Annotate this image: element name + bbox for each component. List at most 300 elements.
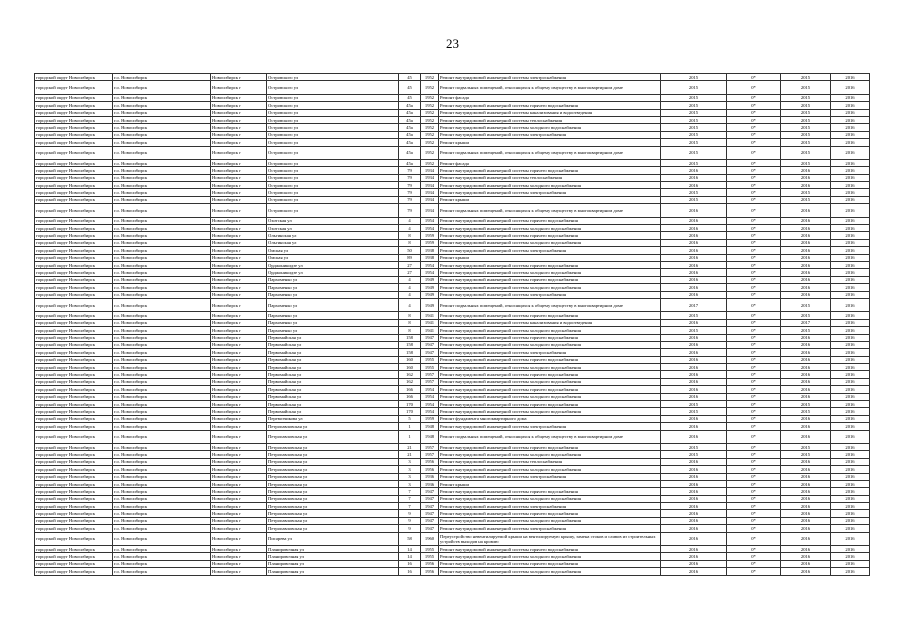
start-year-cell: 2015 [781, 443, 831, 450]
table-row [35, 116, 870, 123]
start-year-cell: 2016 [781, 532, 831, 545]
house-number-cell: 27 [399, 269, 421, 276]
municipal-district-cell: городской округ Новосибирск [35, 341, 113, 348]
street-cell: Островского ул [267, 74, 399, 81]
plan-year-cell: 2016 [661, 182, 727, 189]
plan-year-cell: 2015 [661, 451, 727, 458]
locality-cell: Новосибирск г [211, 124, 267, 131]
table-row [35, 239, 870, 246]
plan-year-cell: 2016 [661, 458, 727, 465]
house-number-cell: 58 [399, 532, 421, 545]
end-year-cell: 2016 [831, 225, 870, 232]
plan-year-cell: 2016 [661, 269, 727, 276]
locality-cell: Новосибирск г [211, 298, 267, 311]
plan-year-cell: 2016 [661, 378, 727, 385]
locality-cell: Новосибирск г [211, 291, 267, 298]
table-row [35, 276, 870, 283]
work-type-cell: Ремонт внутридомовой инженерной системы горячего водоснабжения [439, 217, 661, 224]
build-year-cell: 1954 [421, 269, 439, 276]
settlement-cell: г.о. Новосибирск [113, 423, 211, 430]
plan-year-cell: 2016 [661, 225, 727, 232]
build-year-cell: 1954 [421, 225, 439, 232]
settlement-cell: г.о. Новосибирск [113, 261, 211, 268]
percent-cell: 0* [727, 116, 781, 123]
work-type-cell: Ремонт фундамента многоквартирного дома [439, 415, 661, 422]
build-year-cell: 1938 [421, 247, 439, 254]
percent-cell: 0* [727, 196, 781, 203]
percent-cell: 0* [727, 415, 781, 422]
street-cell: Орджоникидзе ул [267, 261, 399, 268]
house-number-cell: 8 [399, 232, 421, 239]
work-type-cell: Ремонт внутридомовой инженерной системы электроснабжения [439, 247, 661, 254]
start-year-cell: 2015 [781, 408, 831, 415]
build-year-cell: 1957 [421, 378, 439, 385]
work-type-cell: Ремонт внутридомовой инженерной системы электроснабжения [439, 291, 661, 298]
locality-cell: Новосибирск г [211, 334, 267, 341]
end-year-cell: 2016 [831, 81, 870, 94]
house-number-cell: 50 [399, 247, 421, 254]
street-cell: Первомайская ул [267, 341, 399, 348]
start-year-cell: 2016 [781, 356, 831, 363]
street-cell: Охотская ул [267, 217, 399, 224]
start-year-cell: 2015 [781, 327, 831, 334]
percent-cell: 0* [727, 109, 781, 116]
house-number-cell: 1 [399, 430, 421, 443]
end-year-cell: 2016 [831, 503, 870, 510]
settlement-cell: г.о. Новосибирск [113, 146, 211, 159]
build-year-cell: 1952 [421, 102, 439, 109]
locality-cell: Новосибирск г [211, 415, 267, 422]
build-year-cell: 1955 [421, 364, 439, 371]
work-type-cell: Ремонт внутридомовой инженерной системы холодного водоснабжения [439, 225, 661, 232]
build-year-cell: 1952 [421, 146, 439, 159]
house-number-cell: 7 [399, 495, 421, 502]
locality-cell: Новосибирск г [211, 217, 267, 224]
locality-cell: Новосибирск г [211, 312, 267, 319]
plan-year-cell: 2015 [661, 81, 727, 94]
settlement-cell: г.о. Новосибирск [113, 116, 211, 123]
plan-year-cell: 2015 [661, 159, 727, 166]
municipal-district-cell: городской округ Новосибирск [35, 159, 113, 166]
street-cell: Охотская ул [267, 225, 399, 232]
house-number-cell: 45а [399, 139, 421, 146]
build-year-cell: 1954 [421, 386, 439, 393]
build-year-cell: 1952 [421, 74, 439, 81]
work-type-cell: Ремонт внутридомовой инженерной системы горячего водоснабжения [439, 261, 661, 268]
plan-year-cell: 2016 [661, 517, 727, 524]
table-body [35, 74, 870, 576]
end-year-cell: 2016 [831, 356, 870, 363]
percent-cell: 0* [727, 139, 781, 146]
settlement-cell: г.о. Новосибирск [113, 334, 211, 341]
table-row [35, 525, 870, 532]
settlement-cell: г.о. Новосибирск [113, 254, 211, 261]
locality-cell: Новосибирск г [211, 94, 267, 101]
municipal-district-cell: городской округ Новосибирск [35, 109, 113, 116]
house-number-cell: 45 [399, 74, 421, 81]
street-cell: Островского ул [267, 196, 399, 203]
house-number-cell: 158 [399, 349, 421, 356]
settlement-cell: г.о. Новосибирск [113, 319, 211, 326]
plan-year-cell: 2016 [661, 480, 727, 487]
start-year-cell: 2015 [781, 401, 831, 408]
settlement-cell: г.о. Новосибирск [113, 276, 211, 283]
build-year-cell: 1938 [421, 254, 439, 261]
work-type-cell: Ремонт крыши [439, 139, 661, 146]
municipal-district-cell: городской округ Новосибирск [35, 116, 113, 123]
build-year-cell: 1934 [421, 189, 439, 196]
settlement-cell: г.о. Новосибирск [113, 124, 211, 131]
street-cell: Островского ул [267, 131, 399, 138]
municipal-district-cell: городской округ Новосибирск [35, 371, 113, 378]
table-row [35, 349, 870, 356]
settlement-cell: г.о. Новосибирск [113, 364, 211, 371]
build-year-cell: 1948 [421, 430, 439, 443]
locality-cell: Новосибирск г [211, 451, 267, 458]
end-year-cell: 2016 [831, 408, 870, 415]
settlement-cell: г.о. Новосибирск [113, 525, 211, 532]
settlement-cell: г.о. Новосибирск [113, 451, 211, 458]
plan-year-cell: 2016 [661, 553, 727, 560]
plan-year-cell: 2016 [661, 466, 727, 473]
plan-year-cell: 2016 [661, 503, 727, 510]
locality-cell: Новосибирск г [211, 371, 267, 378]
plan-year-cell: 2016 [661, 239, 727, 246]
work-type-cell: Ремонт внутридомовой инженерной системы холодного водоснабжения [439, 364, 661, 371]
settlement-cell: г.о. Новосибирск [113, 495, 211, 502]
locality-cell: Новосибирск г [211, 408, 267, 415]
house-number-cell: 45а [399, 109, 421, 116]
house-number-cell: 3 [399, 473, 421, 480]
street-cell: Планировочная ул [267, 560, 399, 567]
settlement-cell: г.о. Новосибирск [113, 393, 211, 400]
end-year-cell: 2016 [831, 364, 870, 371]
start-year-cell: 2016 [781, 560, 831, 567]
percent-cell: 0* [727, 312, 781, 319]
end-year-cell: 2016 [831, 217, 870, 224]
settlement-cell: г.о. Новосибирск [113, 341, 211, 348]
street-cell: Петропавловская ул [267, 480, 399, 487]
work-type-cell: Ремонт внутридомовой инженерной системы электроснабжения [439, 74, 661, 81]
build-year-cell: 1949 [421, 298, 439, 311]
table-row [35, 247, 870, 254]
build-year-cell: 1956 [421, 568, 439, 575]
street-cell: Петропавловская ул [267, 503, 399, 510]
end-year-cell: 2016 [831, 466, 870, 473]
municipal-district-cell: городской округ Новосибирск [35, 473, 113, 480]
table-row [35, 495, 870, 502]
work-type-cell: Ремонт внутридомовой инженерной системы электроснабжения [439, 503, 661, 510]
table-row [35, 269, 870, 276]
municipal-district-cell: городской округ Новосибирск [35, 480, 113, 487]
work-type-cell: Ремонт крыши [439, 254, 661, 261]
start-year-cell: 2015 [781, 74, 831, 81]
street-cell: Петропавловская ул [267, 510, 399, 517]
table-row [35, 401, 870, 408]
table-row [35, 81, 870, 94]
municipal-district-cell: городской округ Новосибирск [35, 189, 113, 196]
table-row [35, 327, 870, 334]
locality-cell: Новосибирск г [211, 196, 267, 203]
percent-cell: 0* [727, 510, 781, 517]
plan-year-cell: 2016 [661, 423, 727, 430]
street-cell: Островского ул [267, 81, 399, 94]
work-type-cell: Ремонт внутридомовой инженерной системы горячего водоснабжения [439, 371, 661, 378]
percent-cell: 0* [727, 451, 781, 458]
table-row [35, 319, 870, 326]
house-number-cell: 45а [399, 116, 421, 123]
percent-cell: 0* [727, 532, 781, 545]
start-year-cell: 2015 [781, 146, 831, 159]
start-year-cell: 2016 [781, 466, 831, 473]
build-year-cell: 1954 [421, 401, 439, 408]
build-year-cell: 1947 [421, 495, 439, 502]
percent-cell: 0* [727, 546, 781, 553]
street-cell: Островского ул [267, 124, 399, 131]
street-cell: Первомайская ул [267, 408, 399, 415]
start-year-cell: 2016 [781, 473, 831, 480]
plan-year-cell: 2016 [661, 319, 727, 326]
end-year-cell: 2016 [831, 517, 870, 524]
end-year-cell: 2016 [831, 488, 870, 495]
work-type-cell: Ремонт внутридомовой инженерной системы горячего водоснабжения [439, 276, 661, 283]
house-number-cell: 79 [399, 189, 421, 196]
settlement-cell: г.о. Новосибирск [113, 546, 211, 553]
work-type-cell: Ремонт внутридомовой инженерной системы горячего водоснабжения [439, 102, 661, 109]
build-year-cell: 1955 [421, 553, 439, 560]
municipal-district-cell: городской округ Новосибирск [35, 334, 113, 341]
settlement-cell: г.о. Новосибирск [113, 247, 211, 254]
locality-cell: Новосибирск г [211, 116, 267, 123]
build-year-cell: 1947 [421, 341, 439, 348]
build-year-cell: 1959 [421, 239, 439, 246]
end-year-cell: 2016 [831, 473, 870, 480]
end-year-cell: 2016 [831, 371, 870, 378]
street-cell: Пархоменко ул [267, 284, 399, 291]
build-year-cell: 1947 [421, 525, 439, 532]
table-row [35, 174, 870, 181]
street-cell: Островского ул [267, 182, 399, 189]
end-year-cell: 2016 [831, 204, 870, 217]
house-number-cell: 45 [399, 81, 421, 94]
start-year-cell: 2016 [781, 480, 831, 487]
table-row [35, 378, 870, 385]
municipal-district-cell: городской округ Новосибирск [35, 327, 113, 334]
municipal-district-cell: городской округ Новосибирск [35, 174, 113, 181]
plan-year-cell: 2015 [661, 408, 727, 415]
percent-cell: 0* [727, 334, 781, 341]
work-type-cell: Ремонт внутридомовой инженерной системы горячего водоснабжения [439, 488, 661, 495]
table-row [35, 443, 870, 450]
municipal-district-cell: городской округ Новосибирск [35, 546, 113, 553]
settlement-cell: г.о. Новосибирск [113, 408, 211, 415]
locality-cell: Новосибирск г [211, 401, 267, 408]
build-year-cell: 1936 [421, 480, 439, 487]
start-year-cell: 2015 [781, 298, 831, 311]
work-type-cell: Ремонт внутридомовой инженерной системы холодного водоснабжения [439, 182, 661, 189]
municipal-district-cell: городской округ Новосибирск [35, 386, 113, 393]
table-row [35, 261, 870, 268]
build-year-cell: 1955 [421, 356, 439, 363]
house-number-cell: 45а [399, 146, 421, 159]
table-row [35, 553, 870, 560]
plan-year-cell: 2015 [661, 94, 727, 101]
build-year-cell: 1947 [421, 503, 439, 510]
percent-cell: 0* [727, 261, 781, 268]
municipal-district-cell: городской округ Новосибирск [35, 430, 113, 443]
street-cell: Первомайская ул [267, 386, 399, 393]
street-cell: Первомайская ул [267, 356, 399, 363]
start-year-cell: 2016 [781, 553, 831, 560]
work-type-cell: Ремонт подвальных помещений, относящихся к общему имуществу в многоквартирном доме [439, 81, 661, 94]
street-cell: Петропавловская ул [267, 525, 399, 532]
settlement-cell: г.о. Новосибирск [113, 488, 211, 495]
settlement-cell: г.о. Новосибирск [113, 291, 211, 298]
end-year-cell: 2016 [831, 284, 870, 291]
end-year-cell: 2016 [831, 124, 870, 131]
percent-cell: 0* [727, 473, 781, 480]
build-year-cell: 1952 [421, 139, 439, 146]
table-row [35, 532, 870, 545]
municipal-district-cell: городской округ Новосибирск [35, 525, 113, 532]
locality-cell: Новосибирск г [211, 423, 267, 430]
end-year-cell: 2016 [831, 94, 870, 101]
percent-cell: 0* [727, 284, 781, 291]
plan-year-cell: 2015 [661, 131, 727, 138]
build-year-cell: 1934 [421, 196, 439, 203]
start-year-cell: 2016 [781, 232, 831, 239]
street-cell: Петропавловская ул [267, 473, 399, 480]
table-row [35, 503, 870, 510]
municipal-district-cell: городской округ Новосибирск [35, 319, 113, 326]
work-type-cell: Ремонт внутридомовой инженерной системы теплоснабжения [439, 458, 661, 465]
end-year-cell: 2016 [831, 560, 870, 567]
street-cell: Петропавловская ул [267, 488, 399, 495]
house-number-cell: 166 [399, 386, 421, 393]
locality-cell: Новосибирск г [211, 532, 267, 545]
locality-cell: Новосибирск г [211, 495, 267, 502]
municipal-district-cell: городской округ Новосибирск [35, 451, 113, 458]
build-year-cell: 1948 [421, 423, 439, 430]
work-type-cell: Ремонт внутридомовой инженерной системы канализования и водоотведения [439, 319, 661, 326]
locality-cell: Новосибирск г [211, 182, 267, 189]
house-number-cell: 5 [399, 415, 421, 422]
plan-year-cell: 2016 [661, 276, 727, 283]
locality-cell: Новосибирск г [211, 466, 267, 473]
municipal-district-cell: городской округ Новосибирск [35, 232, 113, 239]
plan-year-cell: 2015 [661, 327, 727, 334]
locality-cell: Новосибирск г [211, 239, 267, 246]
locality-cell: Новосибирск г [211, 356, 267, 363]
build-year-cell: 1960 [421, 532, 439, 545]
start-year-cell: 2016 [781, 510, 831, 517]
plan-year-cell: 2016 [661, 356, 727, 363]
locality-cell: Новосибирск г [211, 204, 267, 217]
plan-year-cell: 2016 [661, 393, 727, 400]
table-row [35, 298, 870, 311]
build-year-cell: 1941 [421, 312, 439, 319]
end-year-cell: 2016 [831, 189, 870, 196]
plan-year-cell: 2016 [661, 546, 727, 553]
street-cell: Первомайская ул [267, 364, 399, 371]
table-row [35, 225, 870, 232]
table-row [35, 334, 870, 341]
percent-cell: 0* [727, 291, 781, 298]
street-cell: Первомайская ул [267, 349, 399, 356]
end-year-cell: 2016 [831, 443, 870, 450]
percent-cell: 0* [727, 225, 781, 232]
street-cell: Островского ул [267, 102, 399, 109]
build-year-cell: 1934 [421, 174, 439, 181]
percent-cell: 0* [727, 480, 781, 487]
settlement-cell: г.о. Новосибирск [113, 532, 211, 545]
end-year-cell: 2016 [831, 232, 870, 239]
street-cell: Островского ул [267, 109, 399, 116]
street-cell: Островского ул [267, 189, 399, 196]
street-cell: Первомайская ул [267, 334, 399, 341]
plan-year-cell: 2016 [661, 430, 727, 443]
table-row [35, 291, 870, 298]
settlement-cell: г.о. Новосибирск [113, 239, 211, 246]
plan-year-cell: 2017 [661, 298, 727, 311]
street-cell: Первомайская ул [267, 393, 399, 400]
municipal-district-cell: городской округ Новосибирск [35, 553, 113, 560]
build-year-cell: 1949 [421, 276, 439, 283]
percent-cell: 0* [727, 182, 781, 189]
street-cell: Омская ул [267, 254, 399, 261]
locality-cell: Новосибирск г [211, 378, 267, 385]
start-year-cell: 2016 [781, 371, 831, 378]
table-row [35, 480, 870, 487]
street-cell: Петропавловская ул [267, 423, 399, 430]
settlement-cell: г.о. Новосибирск [113, 102, 211, 109]
house-number-cell: 3 [399, 480, 421, 487]
start-year-cell: 2016 [781, 204, 831, 217]
house-number-cell: 4 [399, 276, 421, 283]
locality-cell: Новосибирск г [211, 430, 267, 443]
percent-cell: 0* [727, 443, 781, 450]
percent-cell: 0* [727, 458, 781, 465]
municipal-district-cell: городской округ Новосибирск [35, 364, 113, 371]
plan-year-cell: 2015 [661, 109, 727, 116]
house-number-cell: 21 [399, 443, 421, 450]
percent-cell: 0* [727, 386, 781, 393]
table-row [35, 364, 870, 371]
locality-cell: Новосибирск г [211, 393, 267, 400]
settlement-cell: г.о. Новосибирск [113, 356, 211, 363]
settlement-cell: г.о. Новосибирск [113, 217, 211, 224]
start-year-cell: 2015 [781, 124, 831, 131]
percent-cell: 0* [727, 74, 781, 81]
percent-cell: 0* [727, 239, 781, 246]
table-row [35, 393, 870, 400]
locality-cell: Новосибирск г [211, 74, 267, 81]
work-type-cell: Ремонт внутридомовой инженерной системы горячего водоснабжения [439, 560, 661, 567]
work-type-cell: Ремонт внутридомовой инженерной системы электроснабжения [439, 131, 661, 138]
end-year-cell: 2016 [831, 116, 870, 123]
locality-cell: Новосибирск г [211, 254, 267, 261]
house-number-cell: 4 [399, 284, 421, 291]
settlement-cell: г.о. Новосибирск [113, 430, 211, 443]
settlement-cell: г.о. Новосибирск [113, 503, 211, 510]
street-cell: Пархоменко ул [267, 298, 399, 311]
end-year-cell: 2016 [831, 167, 870, 174]
build-year-cell: 1957 [421, 371, 439, 378]
street-cell: Островского ул [267, 146, 399, 159]
start-year-cell: 2016 [781, 364, 831, 371]
settlement-cell: г.о. Новосибирск [113, 232, 211, 239]
start-year-cell: 2016 [781, 291, 831, 298]
